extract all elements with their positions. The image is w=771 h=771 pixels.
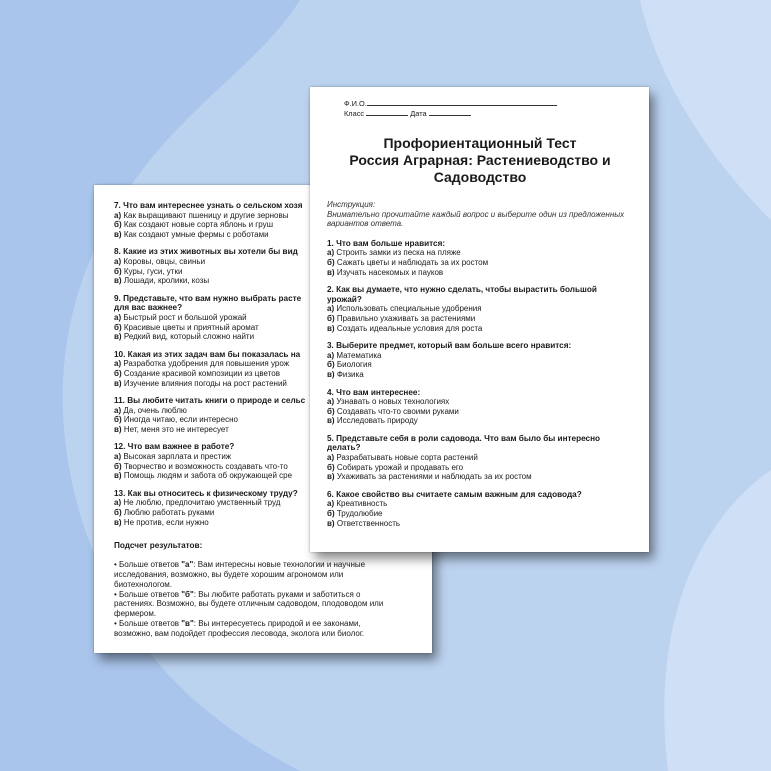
option-text: Редкий вид, который сложно найти xyxy=(123,332,255,342)
option-text: Люблю работать руками xyxy=(123,508,215,518)
option-letter: б) xyxy=(114,266,122,276)
option-text: Не люблю, предпочитаю умственный труд xyxy=(123,498,281,508)
question-title: 4. Что вам интереснее: xyxy=(327,387,421,397)
result-text: : Вам интересны новые технологии и научные исследования, возможно, вы будете хорошим агрономом или биотехнологом. xyxy=(114,560,366,589)
answer-option xyxy=(327,463,633,473)
option-letter: б) xyxy=(327,406,335,416)
front-page xyxy=(310,87,649,552)
answer-option xyxy=(327,248,633,258)
answer-option xyxy=(327,416,633,426)
date-label: Дата xyxy=(410,109,427,118)
fio-underline xyxy=(367,99,557,106)
option-letter: в) xyxy=(327,518,335,528)
option-text: Создавать что-то своими руками xyxy=(336,406,459,416)
option-text: Не против, если нужно xyxy=(123,517,209,527)
option-letter: а) xyxy=(327,453,335,463)
result-prefix: • Больше ответов xyxy=(114,560,182,570)
option-letter: в) xyxy=(114,276,122,286)
option-letter: а) xyxy=(327,350,335,360)
question-block xyxy=(327,239,633,277)
question-title: 12. Что вам важнее в работе? xyxy=(114,442,235,452)
option-letter: а) xyxy=(327,248,335,258)
title-line: Профориентационный Тест xyxy=(383,135,577,151)
result-prefix: • Больше ответов xyxy=(114,589,182,599)
option-letter: б) xyxy=(327,462,335,472)
result-item xyxy=(114,619,399,639)
option-letter: в) xyxy=(327,472,335,482)
option-text: Узнавать о новых технологиях xyxy=(336,397,450,407)
instructions xyxy=(327,200,633,229)
fio-label: Ф.И.О. xyxy=(344,99,367,108)
option-letter: б) xyxy=(114,322,122,332)
option-letter: а) xyxy=(114,405,122,415)
question-title: 1. Что вам больше нравится: xyxy=(327,238,446,248)
option-text: Как выращивают пшеницу и другие зерновы xyxy=(123,210,289,220)
option-letter: а) xyxy=(114,210,122,220)
option-letter: б) xyxy=(114,415,122,425)
answer-option xyxy=(327,407,633,417)
option-text: Собирать урожай и продавать его xyxy=(336,462,464,472)
option-text: Разрабатывать новые сорта растений xyxy=(336,453,478,463)
class-date-line xyxy=(327,109,633,119)
answer-option xyxy=(327,499,633,509)
option-text: Коровы, овцы, свиньи xyxy=(123,256,206,266)
option-letter: б) xyxy=(327,313,335,323)
answer-option xyxy=(327,304,633,314)
question-title: 6. Какое свойство вы считаете самым важным для садовода? xyxy=(327,489,582,499)
option-text: Создание красивой композиции из цветов xyxy=(123,368,280,378)
option-text: Куры, гуси, утки xyxy=(123,266,183,276)
option-letter: а) xyxy=(327,397,335,407)
option-text: Нет, меня это не интересует xyxy=(123,424,229,434)
answer-option xyxy=(327,370,633,380)
option-letter: а) xyxy=(327,499,335,509)
option-text: Ухаживать за растениями и наблюдать за их ростом xyxy=(336,472,532,482)
option-letter: в) xyxy=(327,267,335,277)
instruction-text: Внимательно прочитайте каждый вопрос и выберите один из предложенных вариантов ответа. xyxy=(327,209,625,229)
question-title: 11. Вы любите читать книги о природе и сельс xyxy=(114,396,306,406)
option-letter: в) xyxy=(114,332,122,342)
result-key: "а" xyxy=(181,560,194,570)
result-key: "в" xyxy=(181,619,194,628)
option-letter: б) xyxy=(327,257,335,267)
page-title xyxy=(327,135,633,186)
question-title: для вас важнее? xyxy=(114,303,183,313)
title-line: Садоводство xyxy=(433,169,527,185)
result-item xyxy=(114,590,399,619)
option-letter: в) xyxy=(114,378,122,388)
question-block xyxy=(327,388,633,426)
question-title: 8. Какие из этих животных вы хотели бы вид xyxy=(114,247,298,257)
result-key: "б" xyxy=(181,589,194,599)
answer-option xyxy=(327,258,633,268)
option-letter: в) xyxy=(114,471,122,481)
answer-option xyxy=(327,397,633,407)
option-letter: в) xyxy=(114,229,122,239)
answer-option xyxy=(327,509,633,519)
answer-option xyxy=(327,472,633,482)
answer-option xyxy=(327,268,633,278)
option-text: Математика xyxy=(336,350,382,360)
option-text: Изучение влияния погоды на рост растений xyxy=(123,378,287,388)
answer-option xyxy=(327,453,633,463)
front-question-list xyxy=(327,239,633,528)
results-list xyxy=(114,560,432,638)
option-letter: б) xyxy=(327,360,335,370)
answer-option xyxy=(327,351,633,361)
option-letter: б) xyxy=(114,508,122,518)
option-text: Создать идеальные условия для роста xyxy=(336,323,483,333)
result-item xyxy=(114,560,399,589)
result-text: : Вы интересуетесь природой и ее законами, возможно, вам подойдет профессия лесовода, эколога или биолог. xyxy=(114,619,364,638)
option-text: Как создают умные фермы с роботами xyxy=(123,229,269,239)
option-letter: в) xyxy=(114,517,122,527)
option-letter: в) xyxy=(327,323,335,333)
option-text: Красивые цветы и приятный аромат xyxy=(123,322,259,332)
question-block xyxy=(327,490,633,528)
answer-option xyxy=(327,324,633,334)
option-text: Творчество и возможность создавать что-то xyxy=(123,461,288,471)
option-letter: в) xyxy=(327,416,335,426)
option-letter: в) xyxy=(114,424,122,434)
option-text: Высокая зарплата и престиж xyxy=(123,452,232,462)
answer-option xyxy=(327,314,633,324)
option-text: Разработка удобрения для повышения урож xyxy=(123,359,290,369)
option-letter: б) xyxy=(114,461,122,471)
option-text: Правильно ухаживать за растениями xyxy=(336,313,476,323)
option-text: Иногда читаю, если интересно xyxy=(123,415,238,425)
option-text: Исследовать природу xyxy=(336,416,418,426)
option-text: Использовать специальные удобрения xyxy=(336,304,482,314)
option-text: Изучать насекомых и пауков xyxy=(336,267,444,277)
option-text: Физика xyxy=(336,369,364,379)
fio-line xyxy=(327,99,633,109)
question-block xyxy=(327,285,633,333)
question-title: 5. Представьте себя в роли садовода. Что вам было бы интересно делать? xyxy=(327,433,601,453)
option-letter: а) xyxy=(114,312,122,322)
answer-option xyxy=(327,519,633,529)
option-text: Биология xyxy=(336,360,372,370)
option-text: Помощь людям и забота об окружающей сре xyxy=(123,471,293,481)
option-text: Да, очень люблю xyxy=(123,405,187,415)
option-letter: б) xyxy=(327,509,335,519)
option-text: Ответственность xyxy=(336,518,401,528)
option-letter: а) xyxy=(114,452,122,462)
question-title: 2. Как вы думаете, что нужно сделать, чтобы вырастить большой урожай? xyxy=(327,285,597,304)
result-text: : Вы любите работать руками и заботиться о растениях. Возможно, вы будете отличным садоводом, плодоводом или фермером. xyxy=(114,589,384,619)
results-title: Подсчет результатов: xyxy=(114,541,203,551)
question-title: 7. Что вам интереснее узнать о сельском хозя xyxy=(114,201,303,210)
answer-option xyxy=(327,360,633,370)
option-text: Как создают новые сорта яблонь и груш xyxy=(123,220,273,230)
date-underline xyxy=(429,109,471,116)
question-title: 3. Выберите предмет, который вам больше всего нравится: xyxy=(327,341,572,351)
option-text: Трудолюбие xyxy=(336,509,383,519)
instruction-label: Инструкция: xyxy=(327,200,376,209)
question-title: 10. Какая из этих задач вам бы показалась на xyxy=(114,349,301,359)
question-block xyxy=(327,341,633,379)
question-block xyxy=(327,434,633,482)
result-prefix: • Больше ответов xyxy=(114,619,182,628)
option-text: Сажать цветы и наблюдать за их ростом xyxy=(336,257,489,267)
question-title: 9. Представьте, что вам нужно выбрать расте xyxy=(114,293,302,303)
class-underline xyxy=(366,109,408,116)
option-letter: а) xyxy=(114,498,122,508)
option-text: Быстрый рост и большой урожай xyxy=(123,312,247,322)
class-label: Класс xyxy=(344,109,365,118)
option-letter: а) xyxy=(114,359,122,369)
option-letter: а) xyxy=(114,256,122,266)
title-line: Россия Аграрная: Растениеводство и xyxy=(349,152,611,168)
option-letter: в) xyxy=(327,369,335,379)
question-title: 13. Как вы относитесь к физическому труду? xyxy=(114,488,298,498)
option-text: Строить замки из песка на пляже xyxy=(336,248,461,258)
option-letter: б) xyxy=(114,368,122,378)
option-text: Лошади, кролики, козы xyxy=(123,276,210,286)
option-letter: б) xyxy=(114,220,122,230)
option-text: Креативность xyxy=(336,499,388,509)
option-letter: а) xyxy=(327,304,335,314)
